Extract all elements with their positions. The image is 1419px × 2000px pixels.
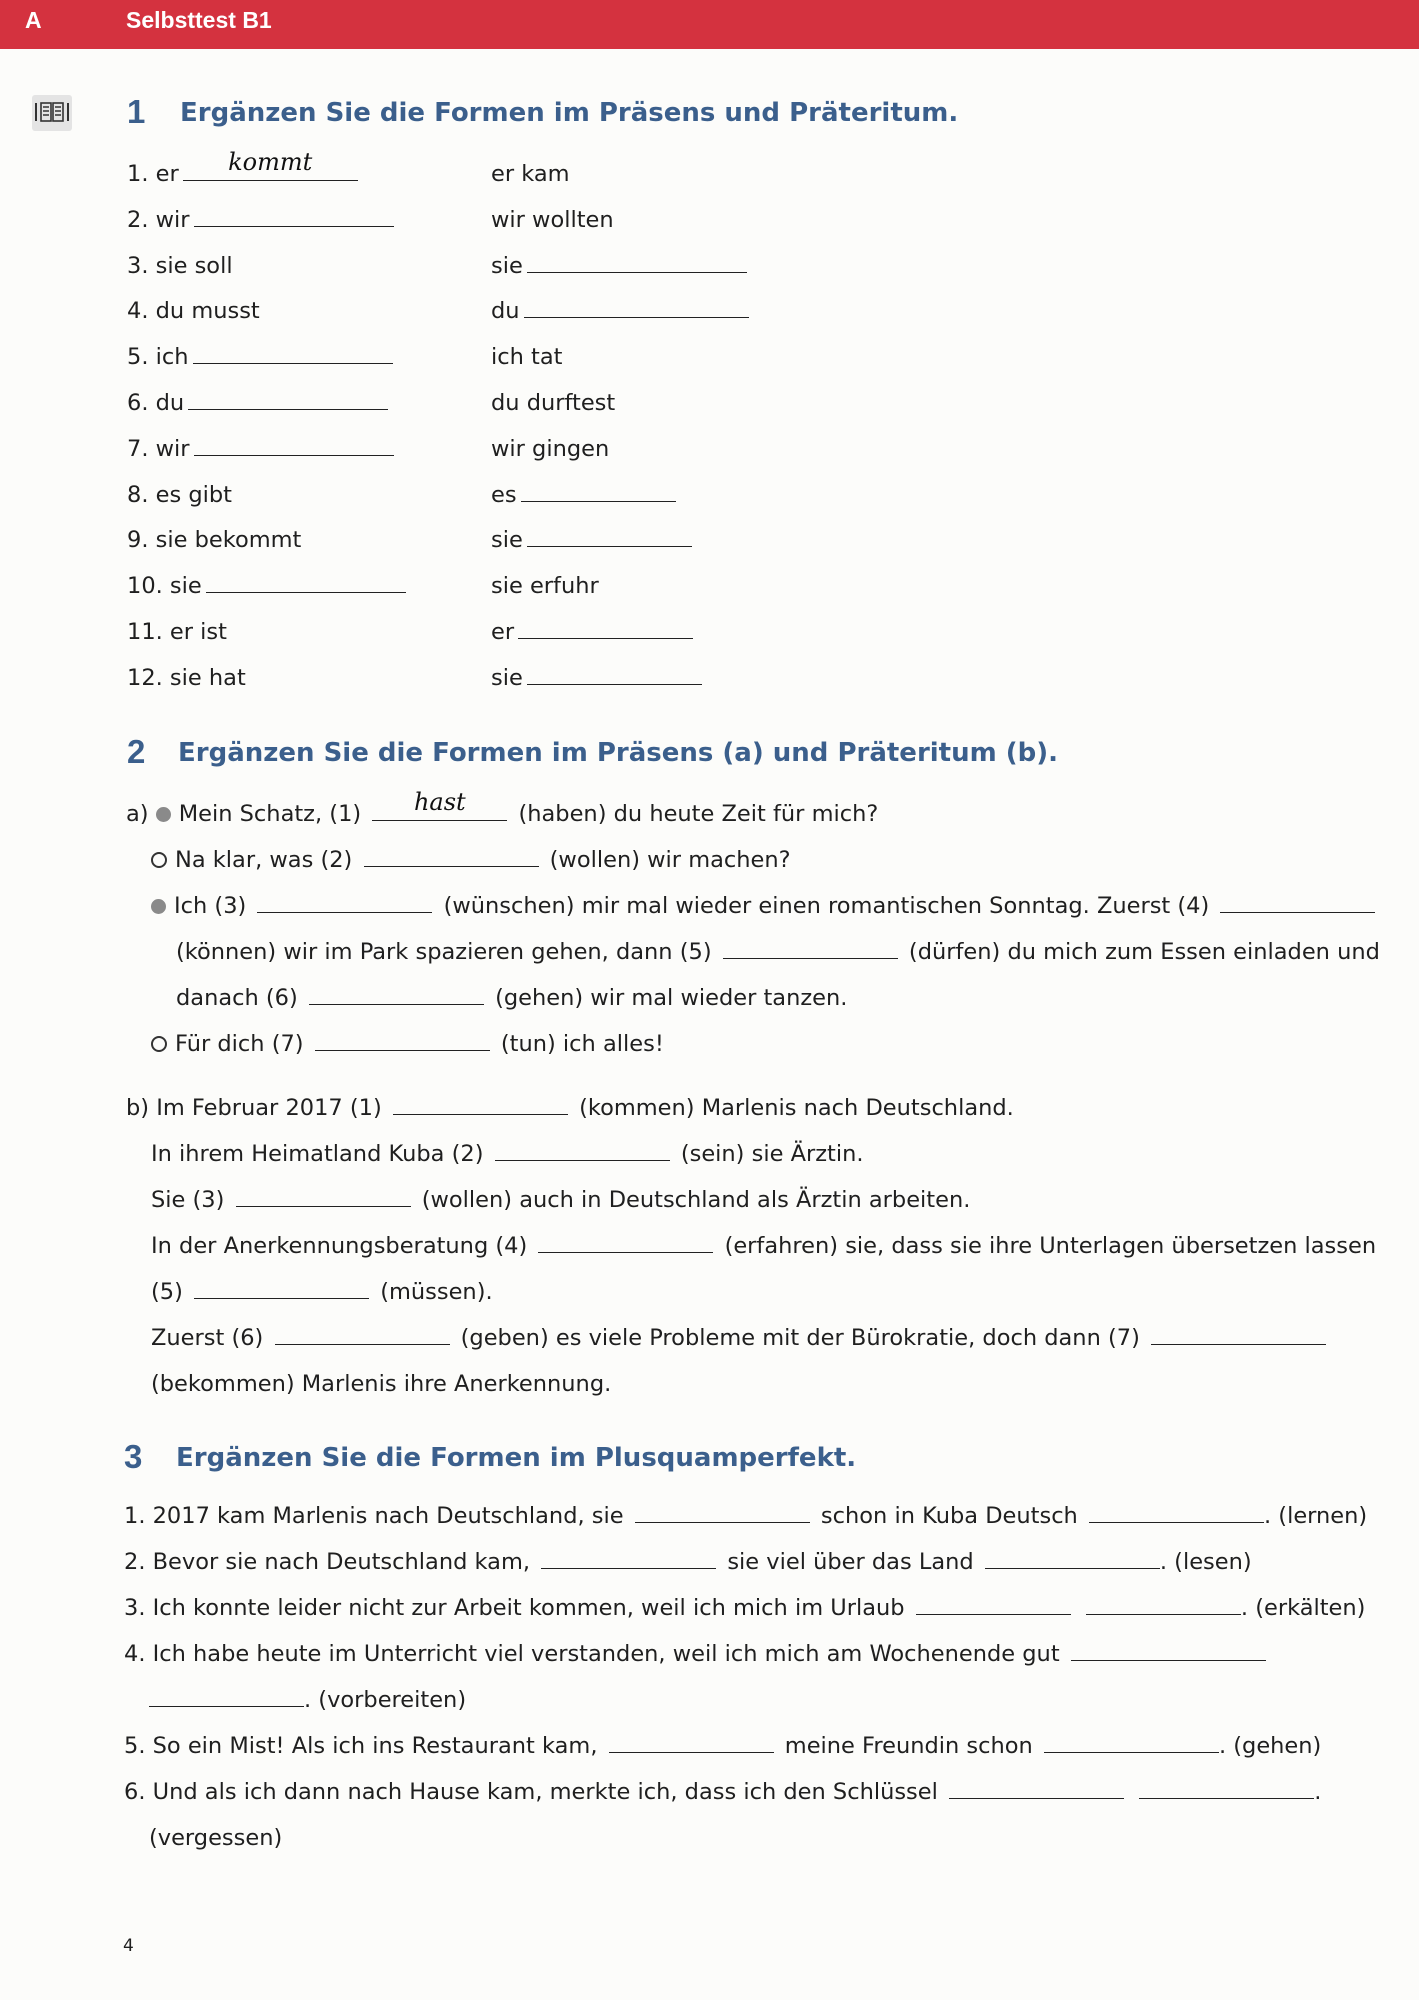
exercise-1-right-item	[491, 431, 609, 467]
answer-blank[interactable]	[364, 842, 539, 867]
text: (dürfen) du mich zum Essen einladen und	[908, 939, 1380, 965]
exercise-1-right-item	[491, 660, 706, 696]
exercise-3-item-6	[124, 1774, 1321, 1810]
text: (erfahren) sie, dass sie ihre Unterlagen übersetzen lassen	[724, 1233, 1377, 1259]
exercise-1-left-item	[127, 660, 246, 696]
dialogue-line-1	[126, 788, 879, 832]
text: .	[1314, 1779, 1322, 1805]
answer-blank[interactable]	[527, 522, 692, 547]
exercise-1-right-item	[491, 248, 751, 284]
answer-blank[interactable]	[524, 293, 749, 318]
exercise-1-right-item	[491, 522, 696, 558]
answer-blank[interactable]	[194, 431, 394, 456]
text: meine Freundin schon	[784, 1733, 1033, 1759]
section-2-number: 2	[127, 733, 146, 770]
text: (haben) du heute Zeit für mich?	[518, 801, 879, 827]
answer-blank[interactable]	[372, 788, 507, 821]
exercise-1-right-item	[491, 614, 697, 650]
exercise-1-right-item	[491, 568, 599, 604]
text: 5. So ein Mist! Als ich ins Restaurant kam,	[124, 1733, 598, 1759]
text: Im Februar 2017 (1)	[156, 1095, 382, 1121]
text: . (gehen)	[1218, 1733, 1322, 1759]
text: (bekommen) Marlenis ihre Anerkennung.	[151, 1371, 612, 1397]
section-3-title: Ergänzen Sie die Formen im Plusquamperfekt.	[176, 1443, 857, 1473]
dialogue-line-5	[176, 980, 847, 1016]
exercise-1-right-item	[491, 339, 562, 375]
exercise-3-item-4-cont	[149, 1682, 466, 1718]
exercise-1-left-item	[127, 477, 232, 513]
chapter-letter: A	[25, 7, 42, 33]
answer-blank[interactable]	[985, 1544, 1160, 1569]
text-line-b2	[151, 1136, 864, 1172]
text: (wollen) auch in Deutschland als Ärztin arbeiten.	[421, 1187, 971, 1213]
item-text: 5. ich	[127, 344, 189, 371]
answer-blank[interactable]	[393, 1090, 568, 1115]
item-text: 4. du musst	[127, 298, 260, 325]
item-text: 7. wir	[127, 435, 190, 462]
text: (geben) es viele Probleme mit der Bürokratie, doch dann (7)	[460, 1325, 1140, 1351]
exercise-1-left-item	[127, 248, 233, 284]
section-3-number: 3	[124, 1438, 143, 1475]
text-line-b5	[151, 1274, 493, 1310]
text: schon in Kuba Deutsch	[820, 1503, 1078, 1529]
item-text: du	[491, 298, 520, 325]
answer-blank[interactable]	[315, 1026, 490, 1051]
exercise-1-left-item	[127, 431, 398, 467]
text: 4. Ich habe heute im Unterricht viel verstanden, weil ich mich am Wochenende gut	[124, 1641, 1060, 1667]
text-line-b1	[126, 1090, 1014, 1126]
text: In ihrem Heimatland Kuba (2)	[151, 1141, 484, 1167]
item-text: ich tat	[491, 344, 563, 371]
text: . (lernen)	[1263, 1503, 1368, 1529]
text: Ich (3)	[174, 893, 247, 919]
exercise-3-item-4	[124, 1636, 1270, 1672]
text-line-b7	[151, 1366, 611, 1402]
exercise-1-right-item	[491, 385, 615, 421]
handwritten-answer: kommt	[228, 148, 313, 176]
answer-blank[interactable]	[188, 385, 388, 410]
item-text: 12. sie hat	[127, 664, 246, 691]
answer-blank[interactable]	[149, 1682, 304, 1707]
exercise-3-item-1	[124, 1498, 1367, 1534]
text: 1. 2017 kam Marlenis nach Deutschland, sie	[124, 1503, 624, 1529]
text: (wollen) wir machen?	[549, 847, 791, 873]
answer-blank[interactable]	[521, 477, 676, 502]
text: 2. Bevor sie nach Deutschland kam,	[124, 1549, 531, 1575]
item-text: 2. wir	[127, 206, 190, 233]
dialogue-line-4	[176, 934, 1380, 970]
text: (tun) ich alles!	[500, 1031, 664, 1057]
speaker-dot-icon	[156, 807, 171, 822]
speaker-circle-icon	[151, 1036, 167, 1052]
answer-blank[interactable]	[257, 888, 432, 913]
answer-blank[interactable]	[1086, 1590, 1241, 1615]
exercise-1-left-item	[127, 522, 301, 558]
text: sie viel über das Land	[727, 1549, 974, 1575]
item-text: sie erfuhr	[491, 573, 599, 600]
answer-blank[interactable]	[1044, 1728, 1219, 1753]
text: (vergessen)	[149, 1825, 283, 1851]
answer-blank[interactable]	[541, 1544, 716, 1569]
page-number: 4	[123, 1936, 134, 1956]
section-2-title: Ergänzen Sie die Formen im Präsens (a) und Präteritum (b).	[178, 738, 1059, 768]
text: (5)	[151, 1279, 183, 1305]
answer-blank[interactable]	[916, 1590, 1071, 1615]
text: Sie (3)	[151, 1187, 225, 1213]
text: Für dich (7)	[175, 1031, 304, 1057]
text: 3. Ich konnte leider nicht zur Arbeit kommen, weil ich mich im Urlaub	[124, 1595, 905, 1621]
answer-blank[interactable]	[1151, 1320, 1326, 1345]
part-a-label: a)	[126, 801, 149, 827]
dialogue-line-3	[151, 888, 1379, 924]
answer-blank[interactable]	[193, 339, 393, 364]
handwritten-answer: hast	[413, 788, 466, 816]
text: In der Anerkennungsberatung (4)	[151, 1233, 528, 1259]
text: Mein Schatz, (1)	[178, 801, 362, 827]
header-title: Selbsttest B1	[126, 7, 272, 33]
item-text: wir wollten	[491, 206, 614, 233]
answer-blank[interactable]	[1139, 1774, 1314, 1799]
item-text: 10. sie	[127, 573, 202, 600]
item-text: es	[491, 481, 517, 508]
exercise-3-item-6-cont	[149, 1820, 282, 1856]
exercise-1-left-item	[127, 385, 392, 421]
item-text: du durftest	[491, 390, 616, 416]
item-text: 8. es gibt	[127, 481, 232, 508]
exercise-3-item-3	[124, 1590, 1365, 1626]
item-text: 1. er	[127, 161, 179, 187]
answer-blank[interactable]	[194, 1274, 369, 1299]
answer-blank[interactable]	[518, 614, 693, 639]
part-b-label: b)	[126, 1095, 150, 1121]
answer-blank[interactable]	[635, 1498, 810, 1523]
exercise-1-right-item	[491, 477, 680, 513]
text-line-b6	[151, 1320, 1330, 1356]
exercise-3-item-2	[124, 1544, 1252, 1580]
dialogue-line-6	[151, 1026, 664, 1062]
section-1-number: 1	[127, 93, 146, 130]
item-text: 3. sie soll	[127, 252, 233, 279]
text: . (erkälten)	[1240, 1595, 1366, 1621]
speaker-circle-icon	[151, 852, 167, 868]
answer-blank[interactable]	[275, 1320, 450, 1345]
answer-blank[interactable]	[527, 660, 702, 685]
answer-blank[interactable]	[949, 1774, 1124, 1799]
answer-blank[interactable]	[723, 934, 898, 959]
text: danach (6)	[176, 985, 298, 1011]
exercise-1-right-item	[491, 293, 753, 329]
item-text: 11. er ist	[127, 619, 227, 645]
answer-blank[interactable]	[194, 202, 394, 227]
text: (gehen) wir mal wieder tanzen.	[495, 985, 848, 1011]
text: Na klar, was (2)	[175, 847, 353, 873]
text-line-b4	[151, 1228, 1376, 1264]
item-text: er	[491, 619, 515, 645]
text: (müssen).	[380, 1279, 493, 1305]
item-text: wir gingen	[491, 435, 610, 462]
answer-blank[interactable]	[236, 1182, 411, 1207]
text: . (lesen)	[1159, 1549, 1252, 1575]
item-text: sie	[491, 527, 523, 554]
answer-blank[interactable]	[1089, 1498, 1264, 1523]
item-text: 6. du	[127, 390, 185, 416]
exercise-1-left-item	[127, 202, 398, 238]
exercise-1-right-item	[491, 156, 570, 192]
exercise-3-item-5	[124, 1728, 1321, 1764]
text-line-b3	[151, 1182, 970, 1218]
exercise-1-left-item	[127, 148, 362, 192]
text: . (vorbereiten)	[304, 1687, 467, 1713]
answer-blank[interactable]	[183, 148, 358, 181]
item-text: er kam	[491, 161, 570, 187]
exercise-1-left-item	[127, 614, 227, 650]
answer-blank[interactable]	[527, 248, 747, 273]
answer-blank[interactable]	[309, 980, 484, 1005]
item-text: 9. sie bekommt	[127, 527, 302, 554]
exercise-1-right-item	[491, 202, 614, 238]
text: (kommen) Marlenis nach Deutschland.	[579, 1095, 1014, 1121]
answer-blank[interactable]	[206, 568, 406, 593]
item-text: sie	[491, 252, 523, 279]
answer-blank[interactable]	[1220, 888, 1375, 913]
dialogue-line-2	[151, 842, 791, 878]
text: (wünschen) mir mal wieder einen romantischen Sonntag. Zuerst (4)	[443, 893, 1210, 919]
answer-blank[interactable]	[1071, 1636, 1266, 1661]
text: Zuerst (6)	[151, 1325, 264, 1351]
exercise-1-left-item	[127, 293, 260, 329]
text: (können) wir im Park spazieren gehen, dann (5)	[176, 939, 712, 965]
section-1-title: Ergänzen Sie die Formen im Präsens und Präteritum.	[180, 98, 959, 128]
item-text: sie	[491, 664, 523, 691]
exercise-1-left-item	[127, 339, 397, 375]
text: (sein) sie Ärztin.	[680, 1141, 864, 1167]
book-icon	[32, 95, 72, 131]
exercise-1-left-item	[127, 568, 410, 604]
answer-blank[interactable]	[495, 1136, 670, 1161]
answer-blank[interactable]	[609, 1728, 774, 1753]
text: 6. Und als ich dann nach Hause kam, merkte ich, dass ich den Schlüssel	[124, 1779, 938, 1805]
header-bar	[0, 0, 1419, 49]
speaker-dot-icon	[151, 899, 166, 914]
answer-blank[interactable]	[538, 1228, 713, 1253]
